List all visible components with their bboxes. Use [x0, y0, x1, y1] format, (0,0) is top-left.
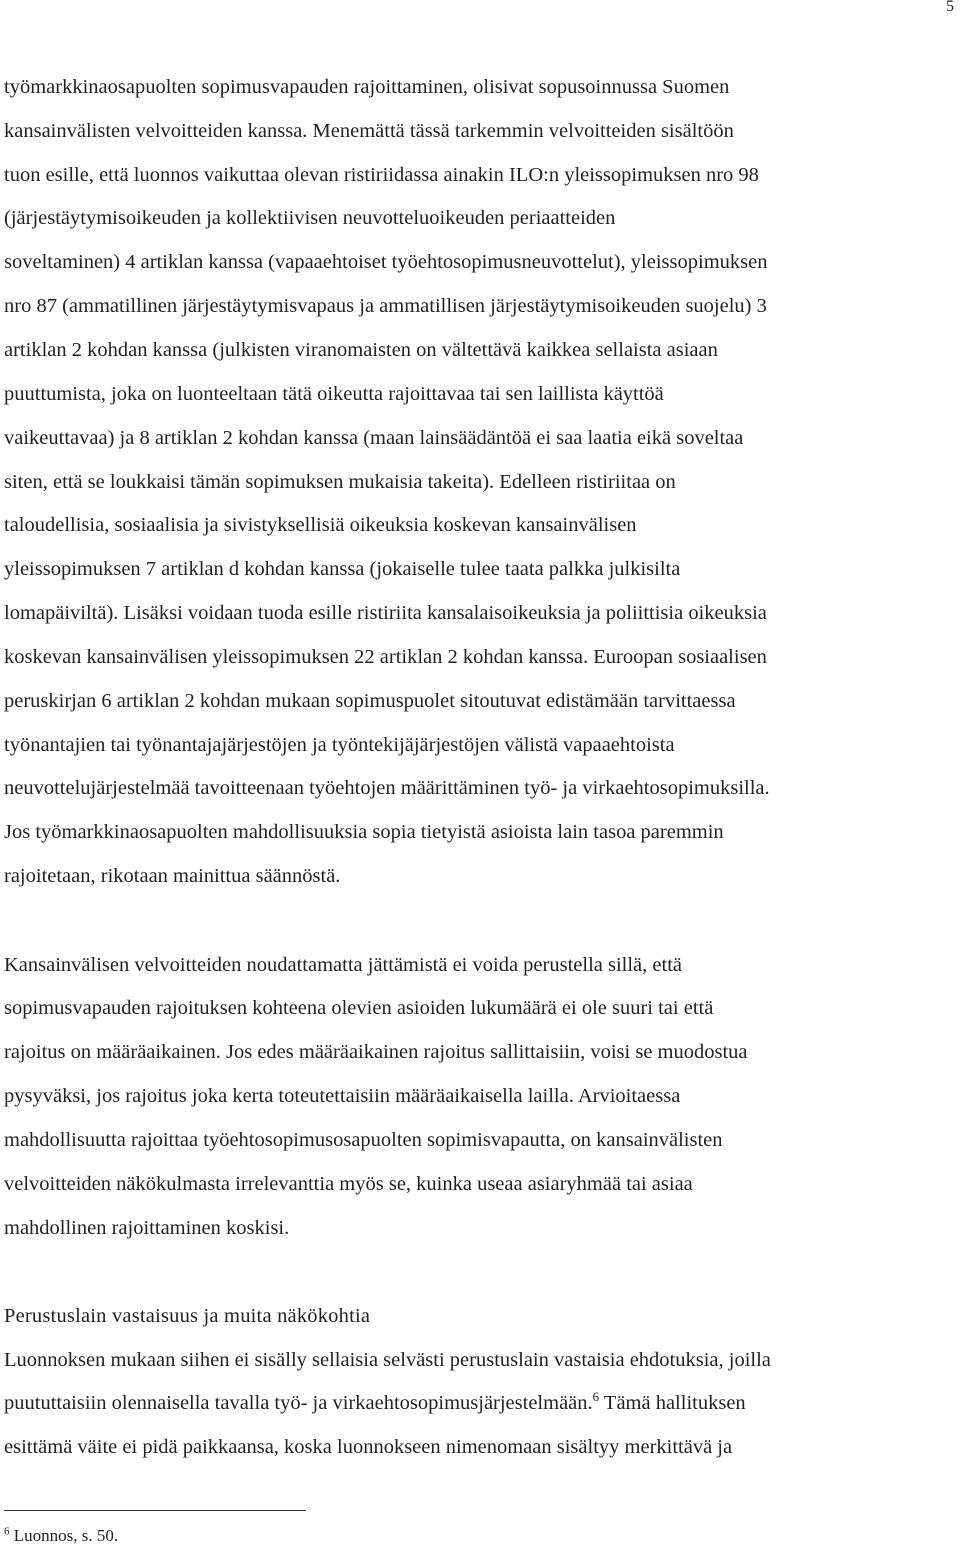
text-line: velvoitteiden näkökulmasta irrelevanttia myös se, kuinka useaa asiaryhmää tai asiaa	[4, 1173, 693, 1195]
footnote-separator	[4, 1510, 306, 1511]
footnote-reference[interactable]: 6	[592, 1389, 600, 1405]
text-line	[4, 1389, 746, 1414]
text-segment: puututtaisiin olennaisella tavalla työ- ja virkaehtosopimusjärjestelmään.	[4, 1392, 593, 1414]
text-line: sopimusvapauden rajoituksen kohteena olevien asioiden lukumäärä ei ole suuri tai että	[4, 997, 714, 1019]
section-heading: Perustuslain vastaisuus ja muita näkökohtia	[4, 1305, 371, 1327]
text-line: mahdollisuutta rajoittaa työehtosopimusosapuolten sopimisvapautta, on kansainvälisten	[4, 1129, 723, 1151]
text-line: siten, että se loukkaisi tämän sopimuksen mukaisia takeita). Edelleen ristiriitaa on	[4, 471, 676, 493]
text-line: työmarkkinaosapuolten sopimusvapauden rajoittaminen, olisivat sopusoinnussa Suomen	[4, 76, 730, 98]
text-line: soveltaminen) 4 artiklan kanssa (vapaaehtoiset työehtosopimusneuvottelut), yleissopimuksen	[4, 251, 768, 273]
text-line: (järjestäytymisoikeuden ja kollektiivisen neuvotteluoikeuden periaatteiden	[4, 207, 616, 229]
text-line: esittämä väite ei pidä paikkaansa, koska luonnokseen nimenomaan sisältyy merkittävä ja	[4, 1436, 733, 1458]
text-line: taloudellisia, sosiaalisia ja sivistyksellisiä oikeuksia koskevan kansainvälisen	[4, 514, 637, 536]
text-line: pysyväksi, jos rajoitus joka kerta toteutettaisiin määräaikaisella lailla. Arvioitaessa	[4, 1085, 681, 1107]
footnote-number: 6	[4, 1525, 10, 1538]
text-line: mahdollinen rajoittaminen koskisi.	[4, 1217, 290, 1239]
text-line: nro 87 (ammatillinen järjestäytymisvapaus ja ammatillisen järjestäytymisoikeuden suojelu) 3	[4, 295, 767, 317]
text-line: rajoitus on määräaikainen. Jos edes määräaikainen rajoitus sallittaisiin, voisi se muodostua	[4, 1041, 748, 1063]
footnote	[4, 1527, 118, 1544]
text-line: tuon esille, että luonnos vaikuttaa olevan ristiriidassa ainakin ILO:n yleissopimuksen nro 98	[4, 164, 759, 186]
text-line: neuvottelujärjestelmää tavoitteenaan työehtojen määrittäminen työ- ja virkaehtosopimuksilla.	[4, 777, 770, 799]
text-line: lomapäiviltä). Lisäksi voidaan tuoda esille ristiriita kansalaisoikeuksia ja poliittisia oikeuksia	[4, 602, 767, 624]
text-line: peruskirjan 6 artiklan 2 kohdan mukaan sopimuspuolet sitoutuvat edistämään tarvittaessa	[4, 690, 736, 712]
text-line: Luonnoksen mukaan siihen ei sisälly sellaisia selvästi perustuslain vastaisia ehdotuksia, joilla	[4, 1349, 771, 1371]
text-line: vaikeuttavaa) ja 8 artiklan 2 kohdan kanssa (maan lainsäädäntöä ei saa laatia eikä soveltaa	[4, 427, 744, 449]
footnote-text: Luonnos, s. 50.	[13, 1526, 119, 1545]
text-line: koskevan kansainvälisen yleissopimuksen 22 artiklan 2 kohdan kanssa. Euroopan sosiaalisen	[4, 646, 767, 668]
text-line: puuttumista, joka on luonteeltaan tätä oikeutta rajoittavaa tai sen laillista käyttöä	[4, 383, 664, 405]
text-line: Kansainvälisen velvoitteiden noudattamatta jättämistä ei voida perustella sillä, että	[4, 954, 682, 976]
text-line: yleissopimuksen 7 artiklan d kohdan kanssa (jokaiselle tulee taata palkka julkisilta	[4, 558, 681, 580]
text-line: artiklan 2 kohdan kanssa (julkisten viranomaisten on vältettävä kaikkea sellaista asiaan	[4, 339, 718, 361]
text-line: Jos työmarkkinaosapuolten mahdollisuuksia sopia tietyistä asioista lain tasoa paremmin	[4, 821, 724, 843]
text-line: työnantajien tai työnantajajärjestöjen ja työntekijäjärjestöjen välistä vapaaehtoista	[4, 734, 675, 756]
text-segment: Tämä hallituksen	[603, 1392, 746, 1414]
page-number: 5	[946, 0, 954, 15]
text-line: rajoitetaan, rikotaan mainittua säännöstä.	[4, 865, 341, 887]
text-line: kansainvälisten velvoitteiden kanssa. Menemättä tässä tarkemmin velvoitteiden sisältöön	[4, 120, 734, 142]
